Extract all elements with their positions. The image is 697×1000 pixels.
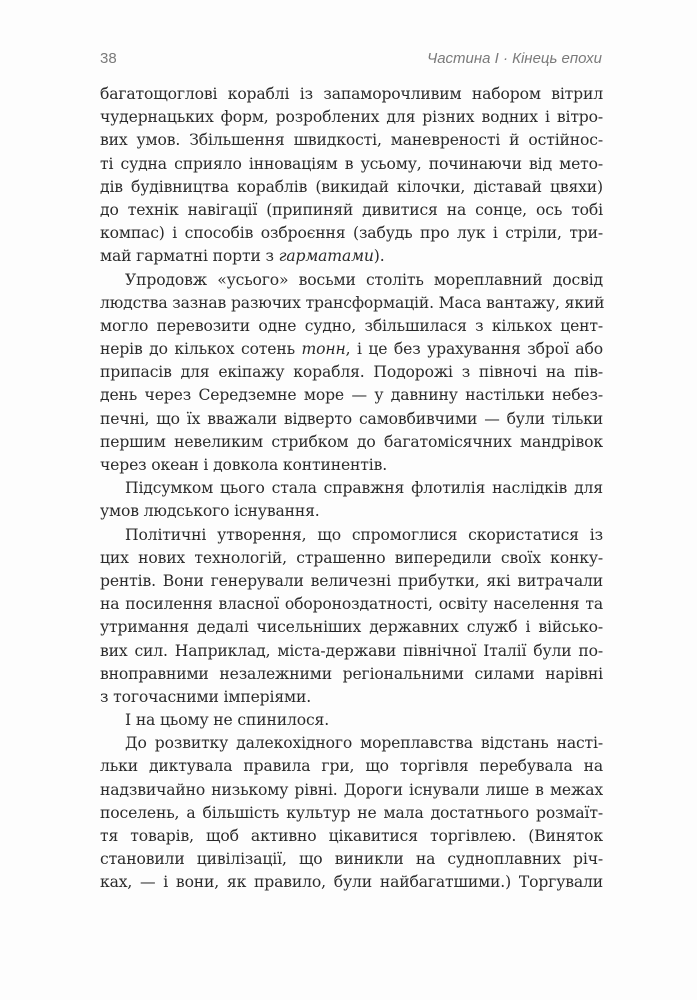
text-segment: ті судна сприяло інноваціям в усьому, починаючи від мето- xyxy=(100,154,603,173)
text-segment: надзвичайно низькому рівні. Дороги існували лише в межах xyxy=(100,780,603,799)
text-segment: через океан і довкола континентів. xyxy=(100,456,388,474)
text-line xyxy=(100,361,603,384)
paragraph xyxy=(100,524,603,710)
text-line xyxy=(100,292,603,315)
text-line xyxy=(100,384,603,407)
text-segment: вих умов. Збільшення швидкості, маневреності й остійнос- xyxy=(100,131,603,150)
text-line xyxy=(100,500,603,523)
text-segment: І на цьому не спинилося. xyxy=(125,711,330,730)
text-line xyxy=(100,547,603,570)
text-line xyxy=(100,779,603,802)
text-line xyxy=(100,871,603,894)
text-line xyxy=(100,524,603,547)
text-segment: Політичні утворення, що спромоглися скористатися із xyxy=(125,525,603,544)
running-head xyxy=(100,50,602,74)
italic-text: гарматами xyxy=(278,247,374,266)
text-line xyxy=(100,732,603,755)
text-segment: день через Середземне море — у давнину настільки небез- xyxy=(100,386,603,405)
text-line xyxy=(100,245,603,268)
text-segment: ках, — і вони, як правило, були найбагатшими.) Торгували xyxy=(100,873,603,892)
text-line xyxy=(100,593,603,616)
text-segment: цих нових технологій, страшенно випередили своїх конку- xyxy=(100,548,603,567)
text-line xyxy=(100,709,603,732)
text-segment: багатощоглові кораблі із запаморочливим набором вітрил xyxy=(100,85,603,103)
text-segment: поселень, а більшість культур не мала достатнього розмаїт- xyxy=(100,803,603,822)
italic-text: тонн xyxy=(301,340,346,359)
text-segment: людства зазнав разючих трансформацій. Маса вантажу, який xyxy=(100,293,605,312)
text-line xyxy=(100,477,603,500)
paragraph xyxy=(100,709,603,732)
paragraph xyxy=(100,477,603,523)
text-segment: вих сил. Наприклад, міста-держави північної Італії були по- xyxy=(100,641,603,660)
text-line xyxy=(100,755,603,778)
text-segment: До розвитку далекохідного мореплавства відстань насті- xyxy=(125,734,603,753)
text-segment: могло перевозити одне судно, збільшилася з кількох цент- xyxy=(100,316,603,335)
text-segment: на посилення власної обороноздатності, освіту населення та xyxy=(100,595,603,614)
text-line xyxy=(100,315,603,338)
text-line xyxy=(100,802,603,825)
text-line xyxy=(100,640,603,663)
text-segment: утримання дедалі чисельніших державних служб і військо- xyxy=(100,618,603,637)
text-segment: Підсумком цього стала справжня флотилія наслідків для xyxy=(125,479,603,498)
text-line xyxy=(100,222,603,245)
paragraph xyxy=(100,83,603,269)
text-line xyxy=(100,616,603,639)
text-segment: умов людського існування. xyxy=(100,502,320,521)
text-line xyxy=(100,176,603,199)
text-segment: ). xyxy=(373,247,385,266)
text-line xyxy=(100,686,603,709)
text-line xyxy=(100,129,603,152)
text-segment: , і це без урахування зброї або xyxy=(345,340,603,359)
text-segment: компас) і способів озброєння (забудь про лук і стріли, три- xyxy=(100,224,603,243)
text-line xyxy=(100,848,603,871)
text-segment: печні, що їх вважали відверто самовбивчими — були тільки xyxy=(100,409,603,428)
paragraph xyxy=(100,732,603,894)
text-segment: з тогочасними імперіями. xyxy=(100,687,312,706)
text-line xyxy=(100,106,603,129)
text-line xyxy=(100,153,603,176)
text-segment: Упродовж «усього» восьми століть мореплавний досвід xyxy=(125,270,603,289)
text-line xyxy=(100,408,603,431)
text-line xyxy=(100,338,603,361)
text-line xyxy=(100,825,603,848)
text-segment: до технік навігації (припиняй дивитися на сонце, ось тобі xyxy=(100,200,603,219)
text-line xyxy=(100,454,603,477)
text-segment: льки диктувала правила гри, що торгівля перебувала на xyxy=(100,757,603,776)
text-line xyxy=(100,570,603,593)
chapter-title: Частина І · Кінець епохи xyxy=(427,50,602,67)
body-text xyxy=(100,83,603,895)
text-segment: тя товарів, щоб активно цікавитися торгівлею. (Виняток xyxy=(100,827,603,845)
page-number: 38 xyxy=(100,50,117,67)
text-segment: припасів для екіпажу корабля. Подорожі з півночі на пів- xyxy=(100,363,603,382)
text-line xyxy=(100,199,603,222)
text-segment: чудернацьких форм, розроблених для різних водних і вітро- xyxy=(100,108,603,127)
text-segment: становили цивілізації, що виникли на судноплавних річ- xyxy=(100,850,603,869)
text-segment: рентів. Вони генерували величезні прибутки, які витрачали xyxy=(100,571,603,590)
text-line xyxy=(100,431,603,454)
text-segment: вноправними незалежними регіональними силами нарівні xyxy=(100,664,603,683)
text-segment: май гарматні порти з xyxy=(100,247,279,266)
text-segment: нерів до кількох сотень xyxy=(100,340,302,359)
text-line xyxy=(100,663,603,686)
paragraph xyxy=(100,269,603,478)
text-segment: дів будівництва кораблів (викидай кілочки, діставай цвяхи) xyxy=(100,177,603,196)
text-line xyxy=(100,83,603,106)
text-line xyxy=(100,269,603,292)
text-segment: першим невеликим стрибком до багатомісячних мандрівок xyxy=(100,432,603,451)
